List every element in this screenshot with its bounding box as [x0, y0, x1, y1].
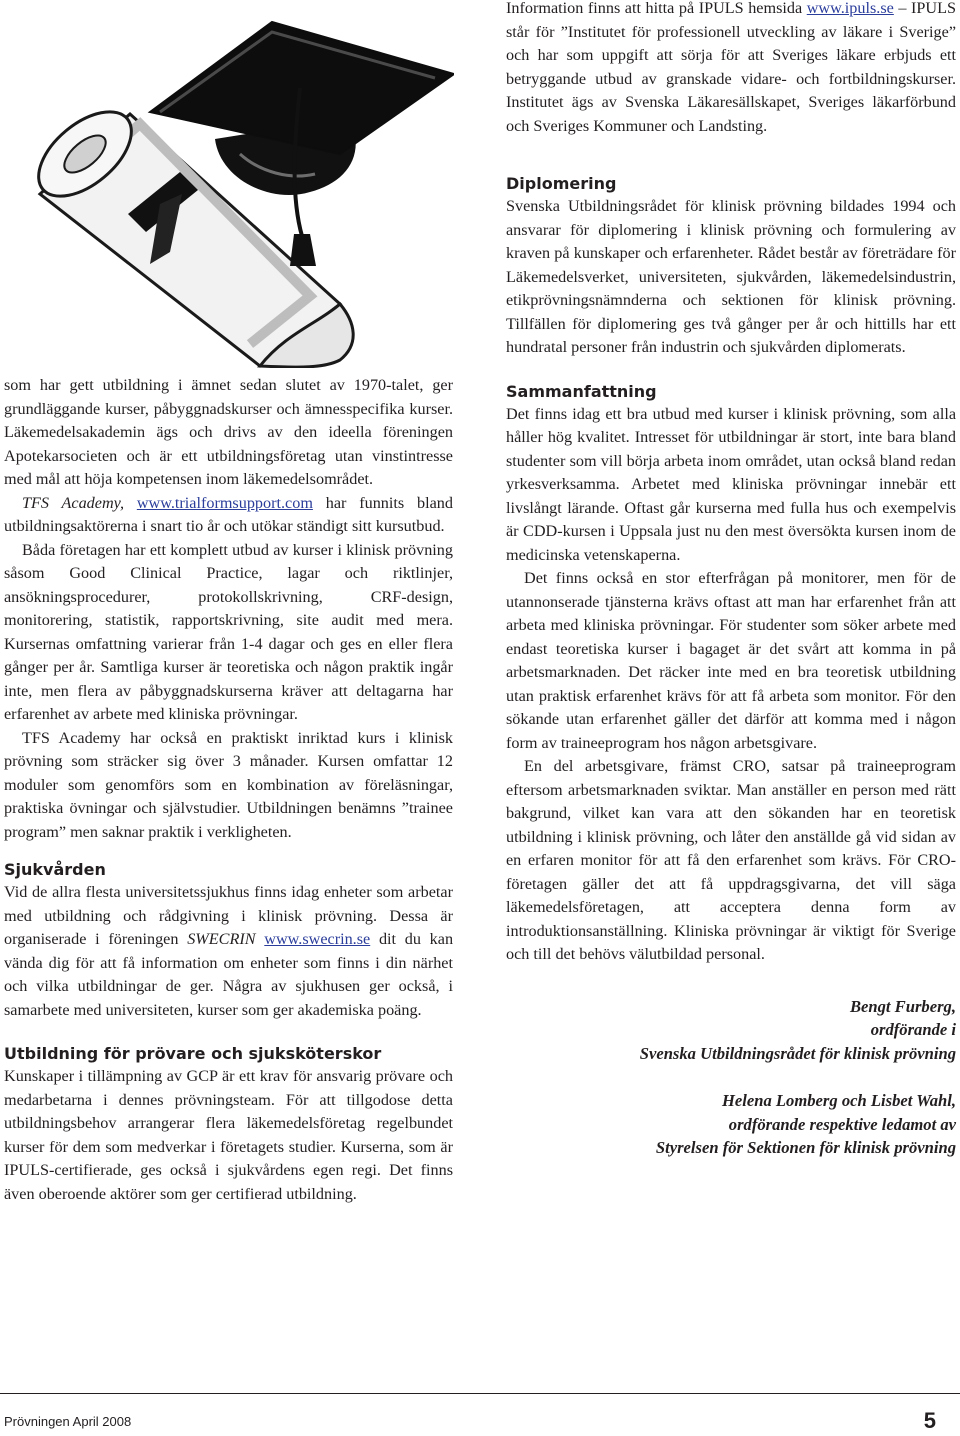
ipuls-link[interactable]: www.ipuls.se — [806, 0, 894, 17]
heading-diplomering: Diplomering — [506, 174, 617, 193]
heading-sjukvarden: Sjukvården — [4, 860, 106, 879]
sammanfattning-paragraph-1: Det finns idag ett bra utbud med kurser i klinisk prövning, som alla håller hög kvalitet. Intresset för utbildningar är stort, inte bara bland studenter som vill börja arbeta inom området, utan också bland redan yrkesverksamma. Arbetet med kliniska prövningar innebär ett livslångt lärande. Oftast går kurserna med fulla hus och exempelvis är CDD-kursen i Uppsala just nu den mest översökta kursen inom de medicinska vetenskaperna. — [506, 404, 956, 564]
sjukvarden-paragraph — [4, 881, 453, 1022]
signature-name-2: Helena Lomberg och Lisbet Wahl, — [722, 1091, 956, 1110]
utbildning-paragraph: Kunskaper i tillämpning av GCP är ett krav för ansvarig prövare och medarbetarna i dennes prövningsteam. För att tillgodose detta utbildningsbehov arrangerar flera läkemedelsföretag regelbundet kurser för dem som medverkar i företagets studier. Kurserna, som är IPULS-certifierade, ges också i sjukvårdens egen regi. Det finns även oberoende aktörer som ger certifierad utbildning. — [4, 1067, 453, 1203]
ipuls-text-a: Information finns att hitta på IPULS hemsida — [506, 0, 803, 17]
intro-paragraph: som har gett utbildning i ämnet sedan slutet av 1970-talet, ger grundläggande kurser, påbyggnadskurser och ämnesspecifika kurser. Läkemedelsakademin ägs och drivs av den ideella föreningen Apotekarsocieten och är ett utbildningsföretag utan vinstintresse med mål att höja kompetensen inom läkemedelsområdet. — [4, 376, 453, 488]
swecrin-link[interactable]: www.swecrin.se — [264, 930, 371, 948]
ipuls-paragraph — [506, 0, 956, 138]
signature-block-2 — [506, 1089, 956, 1160]
tfs-paragraph-text: har funnits bland utbildningsaktörerna i snart tio år och utökar ständigt sitt kursutbud. — [4, 493, 453, 535]
signature-name-1: Bengt Furberg, — [849, 996, 956, 1016]
tfs-academy-name: TFS Academy, — [22, 493, 124, 512]
graduation-clipart — [10, 4, 454, 368]
ipuls-text-b: – IPULS står för ”Institutet för professionell utveckling av läkare i Sverige” och har som uppgift att sörja för att Sveriges läkare erbjuds ett betryggande utbud av granskade vidare- och fortbildningskurser. Institutet ägs av Svenska Läkaresällskapet, Sveriges läkarförbund och Sveriges Kommuner och Landsting. — [506, 0, 957, 135]
footer-publication: Prövningen April 2008 — [4, 1414, 132, 1429]
heading-sammanfattning: Sammanfattning — [506, 381, 657, 401]
trialformsupport-link[interactable]: www.trialformsupport.com — [136, 493, 313, 512]
sammanfattning-paragraph-2: Det finns också en stor efterfrågan på monitorer, men för de utannonserade tjänsterna krävs oftast att man har erfarenhet från att arbeta med kliniska prövningar. För studenter som söker arbete med endast teoretiska kurser i bagaget är det svårt att komma in på arbetsmarknaden. Det räcker inte med en bra teoretisk utbildning utan praktisk erfarenhet krävs för att få arbeta som monitor. För den sökande utan erfarenhet gäller det därför att komma med i någon form av traineeprogram hos någon arbetsgivare. — [506, 569, 956, 752]
footer-divider — [0, 1393, 960, 1394]
diplomering-paragraph: Svenska Utbildningsrådet för klinisk prövning bildades 1994 och ansvarar för diplomering i klinisk prövning och formulering av kraven på kunskaper och erfarenheter. Rådet består av företrädare för Läkemedelsverket, universiteten, sjukvården, läkemedelsindustrin, etikprövningsnämnderna och sektionen för klinisk prövning. Tillfällen för diplomering ges två gånger per år och hittills har ett hundratal personer från industrin och sjukvården diplomerats. — [506, 197, 956, 356]
signature-org-2: Styrelsen för Sektionen för klinisk prövning — [655, 1138, 956, 1157]
left-column — [4, 374, 453, 1206]
signature-role-1: ordförande i — [870, 1020, 956, 1039]
sammanfattning-paragraph-3: En del arbetsgivare, främst CRO, satsar på traineeprogram eftersom arbetsmarknaden sviktar. Man anställer en person med rätt bakgrund, vilket kan vara att den sökanden har en teoretisk utbildning i klinisk prövning, och låter den anställde gå vid sidan av en erfaren monitor för att få den erfarenhet som krävs. För CRO-företagen gäller det att få uppdragsgivarna, det vill säga läkemedelsföretagen, att acceptera denna form av introduktionsanställning. Kliniska prövningar är viktigt för Sverige och till det behövs välutbildad personal. — [506, 757, 956, 963]
tfs-trainee-paragraph: TFS Academy har också en praktiskt inriktad kurs i klinisk prövning som sträcker sig över 3 månader. Kursen omfattar 12 moduler som genomförs som en kombination av föreläsningar, praktiska övningar och självstudier. Utbildningen benämns ”trainee program” men saknar praktik i verkligheten. — [4, 728, 453, 841]
bada-paragraph: Båda företagen har ett komplett utbud av kurser i klinisk prövning såsom Good Clinical Practice, lagar och riktlinjer, ansökningsprocedurer, protokollskrivning, CRF-design, monitorering, statistik, rapportskrivning, site audit med mera. Kursernas omfattning varierar från 1-4 dagar och ges en eller flera gånger per år. Samtliga kurser är teoretiska och någon praktik ingår inte, men flera av påbyggnadskurserna kräver att deltagarna har erfarenhet av arbete med kliniska prövningar. — [4, 540, 453, 723]
right-column — [506, 0, 956, 1160]
page-number: 5 — [923, 1408, 936, 1433]
swecrin-name: SWECRIN — [187, 930, 256, 948]
heading-utbildning: Utbildning för prövare och sjuksköterskor — [4, 1044, 382, 1063]
signature-org-1: Svenska Utbildningsrådet för klinisk prövning — [639, 1043, 956, 1063]
sjukvarden-text-b: dit du kan vända dig för att få information om enheter som finns i din närhet och vilka utbildningar de ger. Några av sjukhusen ger också, i samarbete med universiteten, kurser som ger akademiska poäng. — [4, 930, 454, 1019]
sjukvarden-text-a: Vid de allra flesta universitetssjukhus finns idag enheter som arbetar med utbildning och rådgivning i klinisk prövning. Dessa är organiserade i föreningen — [4, 883, 453, 948]
signature-role-2: ordförande respektive ledamot av — [728, 1114, 956, 1134]
signature-block-1 — [506, 995, 956, 1066]
tfs-paragraph — [4, 492, 453, 539]
